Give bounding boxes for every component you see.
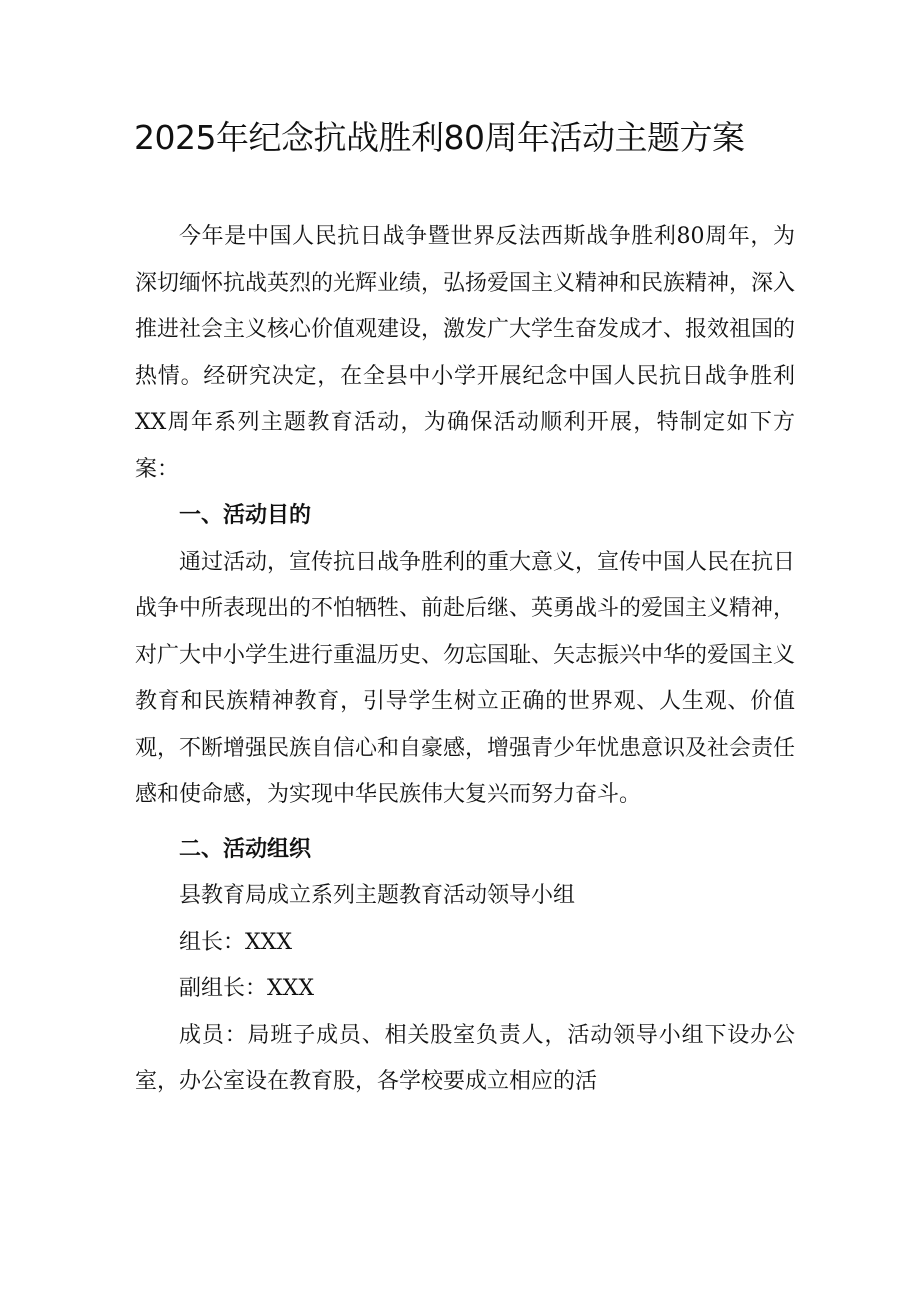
document-body: [135, 214, 795, 1106]
purpose-paragraph: 通过活动，宣传抗日战争胜利的重大意义，宣传中国人民在抗日战争中所表现出的不怕牺牲、前赴后继、英勇战斗的爱国主义精神，对广大中小学生进行重温历史、勿忘国耻、矢志振兴中华的爱国主义教育和民族精神教育，引导学生树立正确的世界观、人生观、价值观，不断增强民族自信心和自豪感，增强青少年忧患意识及社会责任感和使命感，为实现中华民族伟大复兴而努力奋斗。: [135, 549, 796, 807]
organization-line: 县教育局成立系列主题教育活动领导小组: [179, 883, 576, 908]
section-heading-organization: 二、活动组织: [179, 836, 312, 862]
leader-line: 组长：XXX: [179, 929, 292, 955]
document-title: 2025年纪念抗战胜利80周年活动主题方案: [134, 118, 745, 157]
section-spacer: [135, 819, 795, 827]
deputy-leader-line: 副组长：XXX: [179, 976, 314, 1001]
section-heading-purpose: 一、活动目的: [179, 503, 312, 528]
intro-paragraph: 今年是中国人民抗日战争暨世界反法西斯战争胜利80周年，为深切缅怀抗战英烈的光辉业绩，弘扬爱国主义精神和民族精神，深入推进社会主义核心价值观建设，激发广大学生奋发成才、报效祖国的热情。经研究决定，在全县中小学开展纪念中国人民抗日战争胜利XX周年系列主题教育活动，为确保活动顺利开展，特制定如下方案：: [135, 224, 796, 482]
members-paragraph: 成员：局班子成员、相关股室负责人，活动领导小组下设办公室，办公室设在教育股，各学校要成立相应的活: [135, 1022, 795, 1094]
